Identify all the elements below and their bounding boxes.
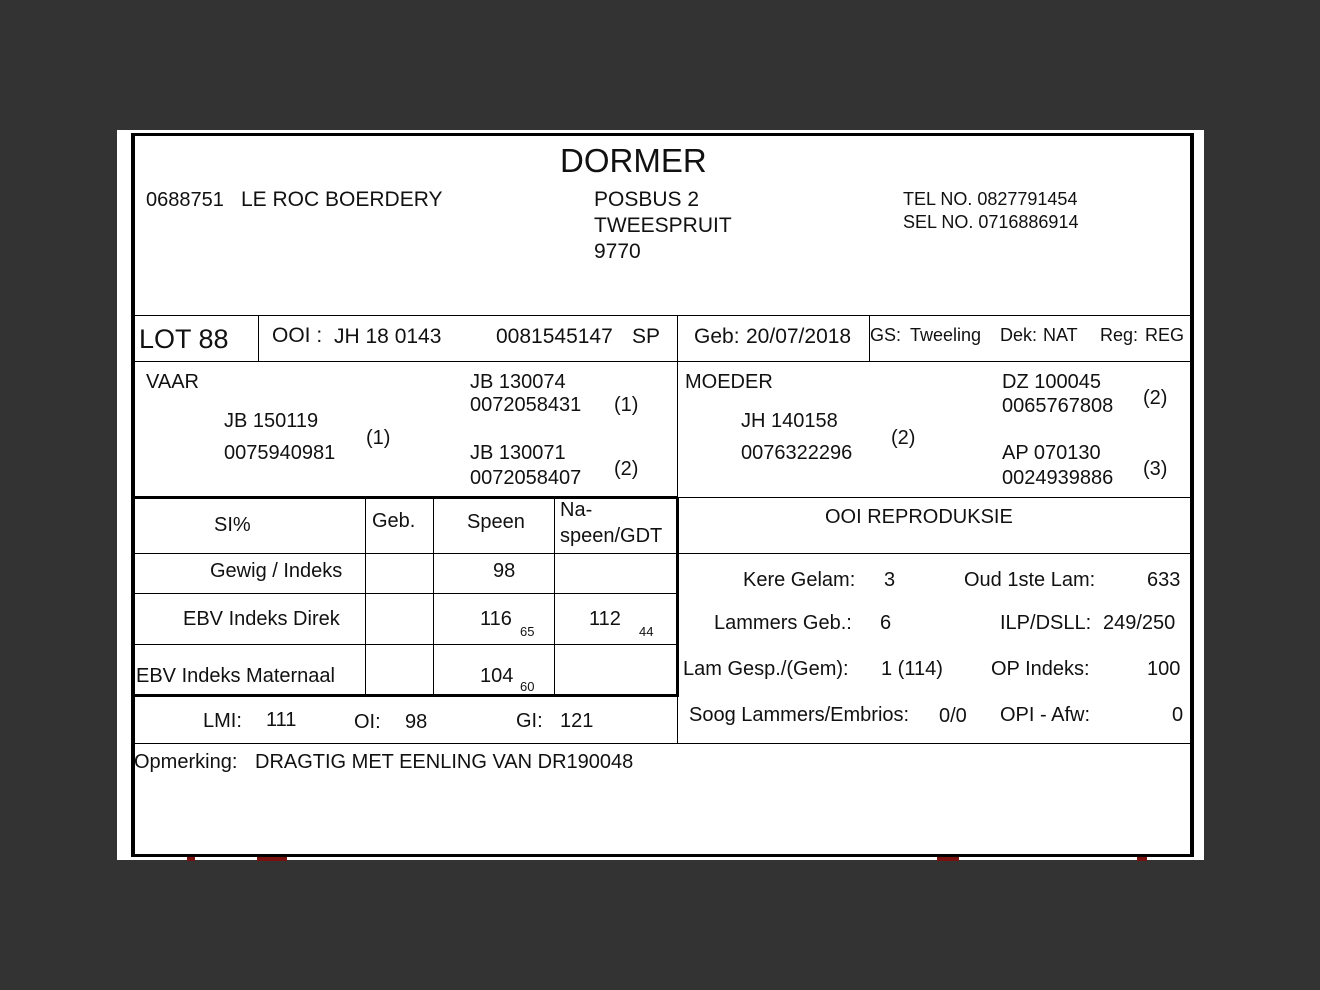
card-border-bottom: [131, 854, 1194, 857]
op-indeks-label: OP Indeks:: [991, 658, 1090, 680]
si-row-line-3: [133, 644, 677, 645]
cropped-text-fragment: [257, 857, 287, 861]
dek-label: Dek:: [1000, 325, 1038, 345]
card-border-top: [131, 133, 1194, 136]
sire-dam-grade: (2): [614, 458, 639, 480]
dam-dam-id: AP 070130: [1002, 442, 1101, 464]
lam-gespeen-label: Lam Gesp./(Gem):: [683, 658, 849, 680]
row-direk-naspeen-accuracy: 44: [639, 624, 654, 639]
dam-sire-id: DZ 100045: [1002, 371, 1101, 393]
si-col-divider-3: [554, 498, 555, 695]
ewe-id: JH 18 0143: [334, 325, 442, 348]
sire-id: JB 150119: [224, 410, 319, 432]
dam-label: MOEDER: [685, 371, 773, 393]
opi-afw-value: 0: [1172, 704, 1184, 726]
dam-sire-number: 0065767808: [1002, 395, 1114, 417]
sire-grade: (1): [366, 427, 391, 449]
si-row-line-1: [133, 553, 677, 554]
row-label-maternaal: EBV Indeks Maternaal: [136, 665, 335, 687]
birth-label: Geb:: [694, 325, 740, 348]
lmi-value: 111: [266, 709, 297, 731]
row-maternaal-speen-accuracy: 60: [520, 679, 535, 694]
gi-label: GI:: [516, 710, 543, 732]
ewe-label: OOI :: [272, 324, 323, 347]
reproduction-title: OOI REPRODUKSIE: [825, 506, 1013, 528]
sire-label: VAAR: [146, 371, 199, 393]
remark-text: DRAGTIG MET EENLING VAN DR190048: [255, 751, 634, 773]
gi-value: 121: [560, 710, 594, 732]
ilp-dsll-label: ILP/DSLL:: [1000, 612, 1092, 634]
oi-value: 98: [405, 711, 428, 733]
dam-dam-grade: (3): [1143, 458, 1168, 480]
lammers-geb-value: 6: [880, 612, 892, 634]
row-label-direk: EBV Indeks Direk: [183, 608, 340, 630]
si-row-line-2: [133, 593, 677, 594]
dam-number: 0076322296: [741, 442, 853, 464]
si-table-top: [133, 496, 677, 499]
sire-sire-number: 0072058431: [470, 394, 582, 416]
remark-label: Opmerking:: [134, 751, 238, 773]
naspeen-header-line-1: Na-: [560, 499, 593, 521]
sire-sire-grade: (1): [614, 394, 639, 416]
lam-gespeen-value: 1 (114): [881, 658, 943, 680]
oud-1ste-lam-value: 633: [1147, 569, 1181, 591]
lot-cell-divider: [258, 316, 259, 361]
sire-sire-id: JB 130074: [470, 371, 566, 393]
gs-value: Tweeling: [910, 325, 982, 345]
si-header: SI%: [214, 514, 251, 536]
dam-dam-number: 0024939886: [1002, 467, 1114, 489]
row-direk-speen: 116: [480, 608, 512, 630]
repro-header-line: [677, 553, 1192, 554]
oud-1ste-lam-label: Oud 1ste Lam:: [964, 569, 1096, 591]
card-border-left: [131, 133, 135, 857]
dam-grade: (2): [891, 427, 916, 449]
geb-header: Geb.: [372, 510, 416, 532]
dam-sire-grade: (2): [1143, 387, 1168, 409]
sale-catalogue-card: [117, 130, 1204, 860]
owner-name: LE ROC BOERDERY: [241, 188, 443, 211]
reg-value: REG: [1145, 325, 1185, 345]
dam-id: JH 140158: [741, 410, 838, 432]
birth-date: 20/07/2018: [746, 325, 852, 348]
breed-title: DORMER: [560, 142, 707, 179]
address-line-1: POSBUS 2: [594, 188, 700, 211]
cropped-text-fragment: [1137, 857, 1147, 861]
sire-number: 0075940981: [224, 442, 336, 464]
divider-header: [133, 315, 1192, 316]
address-line-3: 9770: [594, 240, 641, 263]
ewe-sp-flag: SP: [632, 325, 661, 348]
sire-dam-number: 0072058407: [470, 467, 582, 489]
opi-afw-label: OPI - Afw:: [1000, 704, 1091, 726]
ewe-registration-number: 0081545147: [496, 325, 613, 348]
kere-gelam-value: 3: [884, 569, 896, 591]
soog-lammers-value: 0/0: [939, 705, 967, 727]
lot-number: LOT 88: [139, 324, 229, 354]
si-table-center-divider: [676, 497, 679, 697]
tel-number: TEL NO. 0827791454: [903, 189, 1078, 209]
geb-cell-divider: [677, 316, 678, 361]
card-border-right: [1190, 133, 1194, 857]
cropped-text-fragment: [187, 857, 195, 861]
row-label-gewig: Gewig / Indeks: [210, 560, 343, 582]
lmi-label: LMI:: [203, 710, 242, 732]
sire-dam-id: JB 130071: [470, 442, 566, 464]
divider-lot: [133, 361, 1192, 362]
owner-code: 0688751: [146, 189, 224, 211]
speen-header: Speen: [467, 511, 525, 533]
kere-gelam-label: Kere Gelam:: [743, 569, 856, 591]
address-line-2: TWEESPRUIT: [594, 214, 732, 237]
si-table-bottom: [133, 694, 677, 697]
divider-remark: [133, 743, 1192, 744]
gs-label: GS:: [870, 325, 902, 345]
dek-value: NAT: [1043, 325, 1078, 345]
ilp-dsll-value: 249/250: [1103, 612, 1176, 634]
row-gewig-speen: 98: [493, 560, 516, 582]
op-indeks-value: 100: [1147, 658, 1181, 680]
indices-center-divider: [677, 697, 678, 743]
si-col-divider-1: [365, 498, 366, 695]
soog-lammers-label: Soog Lammers/Embrios:: [689, 704, 910, 726]
cropped-text-fragment: [937, 857, 959, 861]
reg-label: Reg:: [1100, 325, 1139, 345]
cell-number: SEL NO. 0716886914: [903, 212, 1079, 232]
oi-label: OI:: [354, 711, 381, 733]
lammers-geb-label: Lammers Geb.:: [714, 612, 852, 634]
row-direk-naspeen: 112: [589, 608, 621, 630]
pedigree-center-divider: [677, 362, 678, 497]
row-maternaal-speen: 104: [480, 665, 514, 687]
naspeen-header-line-2: speen/GDT: [560, 525, 663, 547]
si-col-divider-2: [433, 498, 434, 695]
row-direk-speen-accuracy: 65: [520, 624, 535, 639]
